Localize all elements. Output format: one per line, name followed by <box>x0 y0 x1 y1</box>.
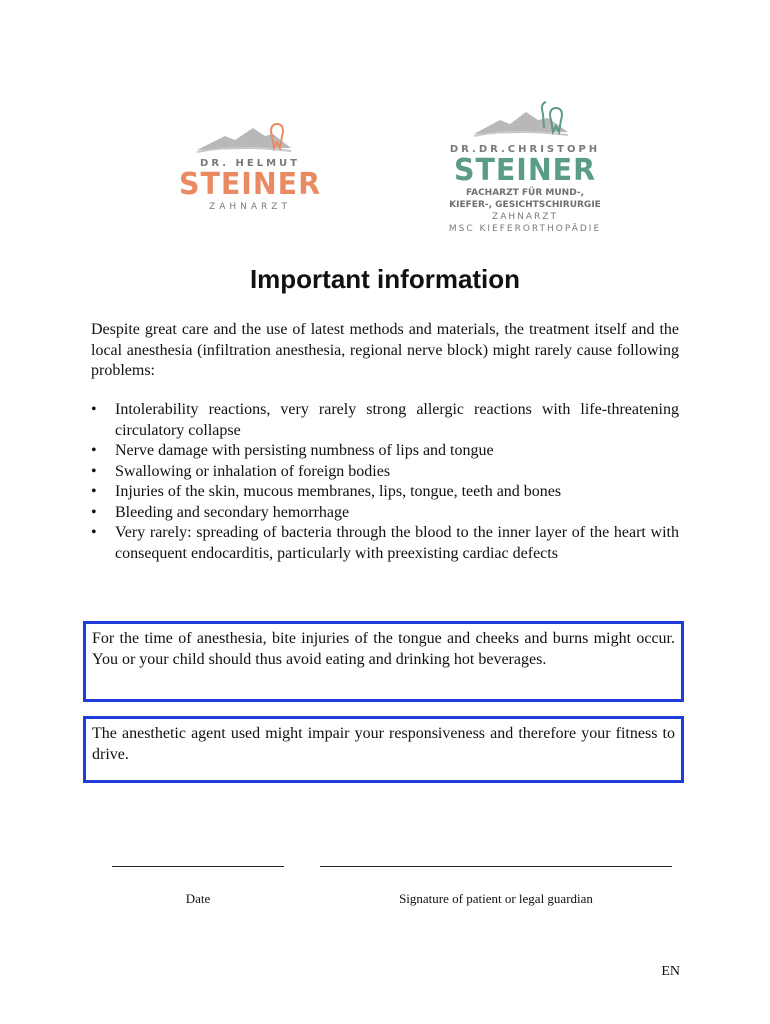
logo-drdr-christoph-steiner <box>440 98 610 235</box>
tooth-icon <box>542 102 562 132</box>
bullet-icon: • <box>91 442 97 459</box>
logo-name: STEINER <box>454 153 596 188</box>
bullet-icon: • <box>91 462 97 480</box>
logo-specialty-line-2: KIEFER-, GESICHTSCHIRURGIE <box>449 200 601 210</box>
mountain-icon <box>470 98 580 144</box>
bullet-icon: • <box>91 401 97 418</box>
list-item <box>91 462 679 483</box>
date-label: Date <box>185 891 211 906</box>
logo-specialty-line-1: FACHARZT FÜR MUND-, <box>465 188 585 198</box>
list-item-text: Bleeding and secondary hemorrhage <box>115 503 350 521</box>
list-item <box>91 482 679 503</box>
logo-name: STEINER <box>179 167 321 202</box>
logo-title-line: DR.DR.CHRISTOPH <box>449 144 601 155</box>
intro-paragraph: Despite great care and the use of latest methods and materials, the treatment itself and the local anesthesia (infiltration anesthesia, regional nerve block) might rarely cause following problems: <box>91 321 679 379</box>
list-item <box>91 503 679 524</box>
logo-specialty-line-4: MSC KIEFERORTHOPÄDIE <box>448 224 602 234</box>
list-item-text: Very rarely: spreading of bacteria through the blood to the inner layer of the heart with consequent endocarditis, particularly with preexisting cardiac defects <box>115 524 679 562</box>
list-item-text: Nerve damage with persisting numbness of lips and tongue <box>115 442 494 459</box>
bullet-icon: • <box>91 524 97 541</box>
list-item <box>91 400 679 441</box>
mountain-icon <box>195 118 305 158</box>
page-title: Important information <box>249 264 521 294</box>
logo-specialty-line-3: ZAHNARZT <box>492 212 558 222</box>
list-item <box>91 441 679 462</box>
logo-dr-helmut-steiner <box>170 118 330 213</box>
signature-label: Signature of patient or legal guardian <box>399 891 593 906</box>
bullet-icon: • <box>91 503 97 521</box>
date-field-line[interactable] <box>112 866 284 867</box>
list-item <box>91 523 679 564</box>
list-item-text: Swallowing or inhalation of foreign bodies <box>115 462 391 480</box>
notice-box-burns: For the time of anesthesia, bite injuries of the tongue and cheeks and burns might occur. You or your child should thus avoid eating and drinking hot beverages. <box>83 621 684 702</box>
list-item-text: Intolerability reactions, very rarely strong allergic reactions with life-threatening circulatory collapse <box>115 401 679 439</box>
logo-subtitle: ZAHNARZT <box>209 202 291 212</box>
bullet-icon: • <box>91 483 97 500</box>
problems-list <box>91 400 679 564</box>
signature-field-line[interactable] <box>320 866 672 867</box>
logo-title-line: DR. HELMUT <box>200 158 300 169</box>
list-item-text: Injuries of the skin, mucous membranes, lips, tongue, teeth and bones <box>115 483 562 500</box>
notice-box-driving: The anesthetic agent used might impair your responsiveness and therefore your fitness to drive. <box>83 716 684 783</box>
language-code: EN <box>661 964 680 979</box>
